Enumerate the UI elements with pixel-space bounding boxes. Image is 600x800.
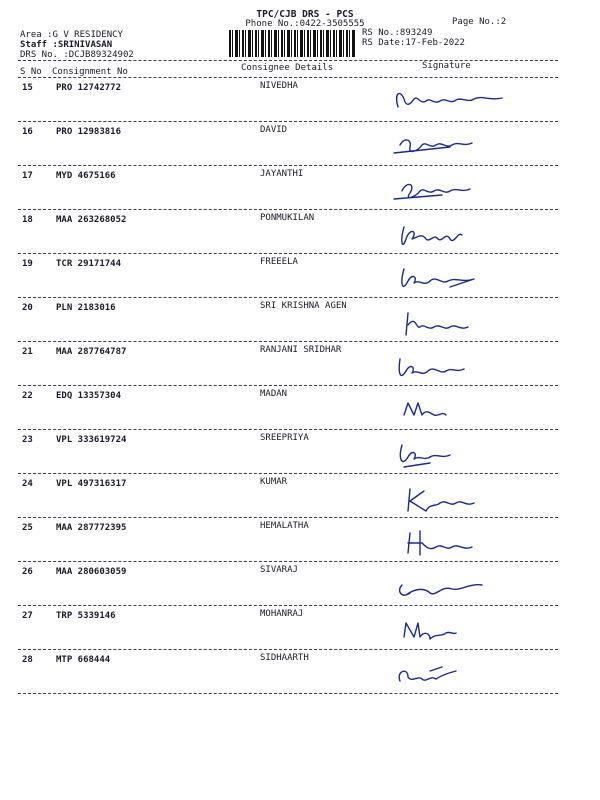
row-divider <box>18 121 558 122</box>
consignee-name: RANJANI SRIDHAR <box>260 345 342 355</box>
serial-number: 28 <box>22 655 33 665</box>
consignee-name: MOHANRAJ <box>260 609 304 619</box>
consignee-name: HEMALATHA <box>260 521 309 531</box>
consignment-number: MAA 263268052 <box>56 215 127 225</box>
serial-number: 25 <box>22 523 33 533</box>
row-divider <box>18 297 558 298</box>
column-sno: S No <box>20 67 42 77</box>
serial-number: 23 <box>22 435 33 445</box>
row-divider <box>18 693 558 694</box>
row-divider <box>18 253 558 254</box>
consignee-name: KUMAR <box>260 477 288 487</box>
sheet-title: TPC/CJB DRS - PCS <box>256 9 354 20</box>
table-row <box>0 123 600 167</box>
row-divider <box>18 165 558 166</box>
row-divider <box>18 561 558 562</box>
handwritten-signature <box>390 173 530 209</box>
header-divider-bottom <box>18 77 558 78</box>
handwritten-signature <box>390 261 530 297</box>
handwritten-signature <box>390 613 530 649</box>
column-consignee: Consignee Details <box>241 63 334 73</box>
consignee-name: PONMUKILAN <box>260 213 315 223</box>
consignment-number: PLN 2183016 <box>56 303 116 313</box>
phone-number: Phone No.:0422-3505555 <box>245 19 365 29</box>
consignee-name: SREEPRIYA <box>260 433 309 443</box>
consignment-number: MAA 287772395 <box>56 523 127 533</box>
consignment-number: VPL 497316317 <box>56 479 127 489</box>
row-divider <box>18 429 558 430</box>
handwritten-signature <box>390 305 530 341</box>
row-divider <box>18 209 558 210</box>
serial-number: 15 <box>22 83 33 93</box>
barcode <box>229 30 356 57</box>
consignment-number: MAA 287764787 <box>56 347 127 357</box>
handwritten-signature <box>390 657 530 693</box>
serial-number: 18 <box>22 215 33 225</box>
serial-number: 20 <box>22 303 33 313</box>
rs-number: RS No.:893249 <box>362 28 433 38</box>
consignee-name: FREEELA <box>260 257 298 267</box>
handwritten-signature <box>390 525 530 561</box>
table-row <box>0 519 600 563</box>
consignment-number: TCR 29171744 <box>56 259 122 269</box>
row-divider <box>18 385 558 386</box>
consignment-number: MYD 4675166 <box>56 171 116 181</box>
table-row <box>0 343 600 387</box>
handwritten-signature <box>390 481 530 517</box>
drs-number: DRS No. :DCJB89324902 <box>20 50 134 60</box>
handwritten-signature <box>390 129 530 165</box>
header-divider-top <box>18 60 558 61</box>
page-number: Page No.:2 <box>452 17 507 27</box>
table-row <box>0 607 600 651</box>
consignment-number: EDQ 13357304 <box>56 391 122 401</box>
serial-number: 16 <box>22 127 33 137</box>
column-consignment: Consignment No <box>52 67 128 77</box>
consignee-name: JAYANTHI <box>260 169 304 179</box>
handwritten-signature <box>390 349 530 385</box>
handwritten-signature <box>390 85 530 121</box>
row-divider <box>18 649 558 650</box>
table-row <box>0 651 600 695</box>
area-label: Area :G V RESIDENCY <box>20 30 123 40</box>
table-row <box>0 431 600 475</box>
table-row <box>0 79 600 123</box>
table-row <box>0 387 600 431</box>
serial-number: 27 <box>22 611 33 621</box>
row-divider <box>18 341 558 342</box>
table-row <box>0 211 600 255</box>
consignee-name: NIVEDHA <box>260 81 298 91</box>
rs-date: RS Date:17-Feb-2022 <box>362 38 465 48</box>
row-divider <box>18 605 558 606</box>
consignment-number: MAA 280603059 <box>56 567 127 577</box>
consignee-name: DAVID <box>260 125 288 135</box>
staff-label: Staff :SRINIVASAN <box>20 40 113 50</box>
table-row <box>0 255 600 299</box>
handwritten-signature <box>390 393 530 429</box>
row-divider <box>18 473 558 474</box>
consignment-number: PRO 12742772 <box>56 83 122 93</box>
handwritten-signature <box>390 217 530 253</box>
serial-number: 17 <box>22 171 33 181</box>
consignment-number: MTP 668444 <box>56 655 111 665</box>
serial-number: 24 <box>22 479 33 489</box>
consignment-number: TRP 5339146 <box>56 611 116 621</box>
serial-number: 21 <box>22 347 33 357</box>
consignee-name: SIVARAJ <box>260 565 298 575</box>
row-divider <box>18 517 558 518</box>
table-row <box>0 563 600 607</box>
consignment-number: VPL 333619724 <box>56 435 127 445</box>
consignee-name: MADAN <box>260 389 288 399</box>
consignment-number: PRO 12983816 <box>56 127 122 137</box>
consignee-name: SIDHAARTH <box>260 653 309 663</box>
consignee-name: SRI KRISHNA AGEN <box>260 301 347 311</box>
serial-number: 26 <box>22 567 33 577</box>
table-row <box>0 167 600 211</box>
column-signature: Signature <box>422 61 471 71</box>
handwritten-signature <box>390 569 530 605</box>
table-row <box>0 475 600 519</box>
handwritten-signature <box>390 437 530 473</box>
table-row <box>0 299 600 343</box>
serial-number: 22 <box>22 391 33 401</box>
serial-number: 19 <box>22 259 33 269</box>
